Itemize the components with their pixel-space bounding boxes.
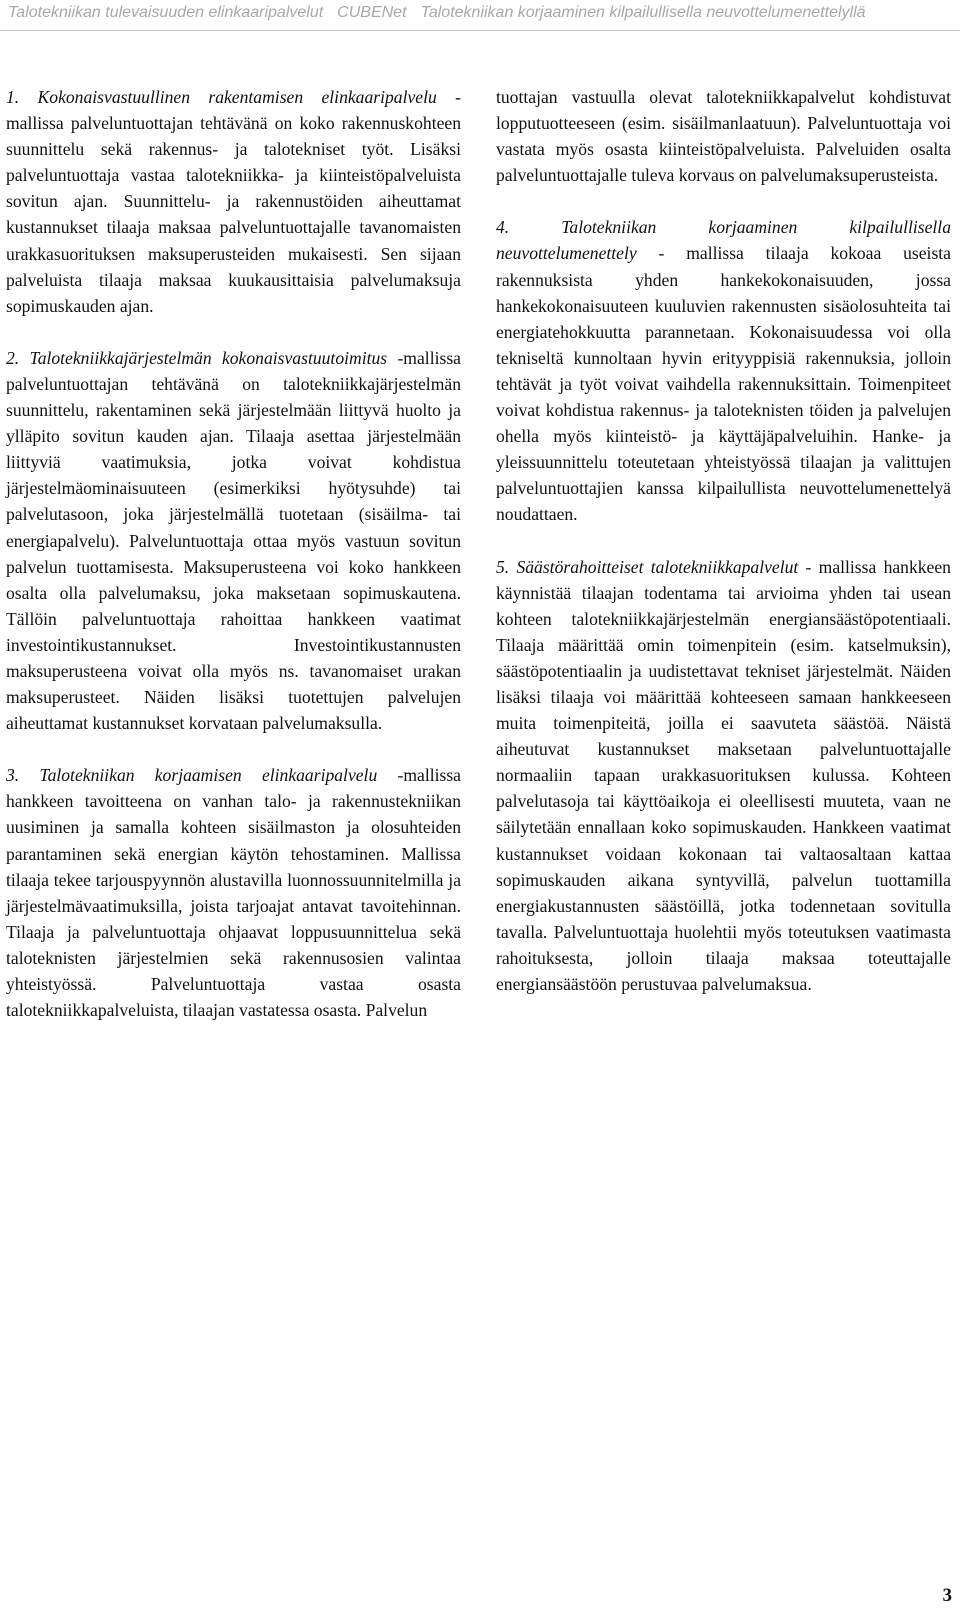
page-number: 3 [942,1585,952,1606]
header-item-topic: Talotekniikan korjaaminen kilpailullisella neuvottelumenettelyllä [420,4,866,21]
section-3-continued [496,84,951,188]
section-1 [6,84,461,319]
running-header [8,0,958,30]
section-5-paragraph [496,554,951,998]
section-2-text: -mallissa palveluntuottajan tehtävänä on talotekniikkajärjestelmän suunnittelu, rakentaminen sekä järjestelmään liittyvä huolto ja ylläpito sovitun kauden ajan. Tilaaja asettaa järjestelmään liittyviä vaatimuksia, jotka voivat kohdistua järjestelmäominaisuuteen (esimerkiksi hyötysuhde) tai palvelutasoon, joka järjestelmällä tuotetaan (sisäilma- tai energiapalvelu). Palveluntuottaja ottaa myös vastuun sovitun palvelun tuottamisesta. Maksuperusteena voi koko hankkeen osalta olla palvelumaksu, joka maksetaan sopimuskautena. Tällöin palveluntuottaja rahoittaa hankkeen vaatimat investointikustannukset. Investointikustannusten maksuperusteena voivat olla myös ns. tavanomaiset urakan maksuperusteet. Näiden lisäksi tuotettujen palvelujen aiheuttamat kustannukset korvataan palvelumaksulla. [6,347,461,734]
section-5 [496,554,951,998]
section-1-paragraph [6,84,461,319]
header-divider [0,30,960,31]
left-column [6,84,461,1049]
section-3-paragraph [6,762,461,1023]
section-4-title: 4. Talotekniikan korjaaminen kilpailullisella neuvottelumenettely [496,217,951,264]
section-2-paragraph [6,345,461,736]
section-4-paragraph [496,214,951,527]
section-5-title: 5. Säästörahoitteiset talotekniikkapalvelut [496,556,799,577]
section-2-title: 2. Talotekniikkajärjestelmän kokonaisvastuutoimitus [6,347,388,368]
section-4-text: - mallissa tilaaja kokoaa useista rakennuksista yhden hankekokonaisuuden, jossa hankekokonaisuuteen kuuluvien rakennusten sisäolosuhteita tai energiatehokkuutta parannetaan. Kokonaisuudessa voi olla tekniseltä kunnoltaan hyvin erityyppisiä rakennuksia, jolloin tehtävät ja työt voivat vaihdella rakennuksittain. Toimenpiteet voivat kohdistua rakennus- ja taloteknisten töiden ja palvelujen ohella myös kiinteistö- ja käyttäjäpalveluihin. Hanke- ja yleissuunnittelu toteutetaan yhteistyössä tilaajan ja valittujen palveluntuottajien kanssa kilpailullista neuvottelumenettelyä noudattaen. [496,243,951,525]
header-item-project: Talotekniikan tulevaisuuden elinkaaripalvelut [8,4,324,21]
section-3-title: 3. Talotekniikan korjaamisen elinkaaripalvelu [6,765,378,786]
header-item-cubenet: CUBENet [337,4,407,21]
section-2 [6,345,461,736]
section-3-text: -mallissa hankkeen tavoitteena on vanhan talo- ja rakennustekniikan uusiminen ja samalla kohteen sisäilmaston ja olosuhteiden parantaminen sekä energian käytön tehostaminen. Mallissa tilaaja tekee tarjouspyynnön alustavilla luonnossuunnitelmilla ja järjestelmävaatimuksilla, joista tarjoajat antavat tavoitehinnan. Tilaaja ja palveluntuottaja ohjaavat loppusuunnittelua sekä taloteknisten järjestelmien sekä rakennusosien valintaa yhteistyössä. Palveluntuottaja vastaa osasta talotekniikkapalveluista, tilaajan vastatessa osasta. Palvelun [6,765,461,1021]
right-column [496,84,951,1023]
section-4 [496,214,951,527]
section-3 [6,762,461,1023]
section-3-continued-text: tuottajan vastuulla olevat talotekniikkapalvelut kohdistuvat lopputuotteeseen (esim. sisäilmanlaatuun). Palveluntuottaja voi vastata myös osasta kiinteistöpalveluista. Palveluiden osalta palveluntuottajalle tuleva korvaus on palvelumaksuperusteista. [496,87,951,186]
section-1-title: 1. Kokonaisvastuullinen rakentamisen elinkaaripalvelu [6,87,437,107]
section-1-text: -mallissa palveluntuottajan tehtävänä on koko rakennuskohteen suunnittelu sekä rakennus- ja talotekniset työt. Lisäksi palveluntuottaja vastaa talotekniikka- ja kiinteistöpalveluista sovitun ajan. Suunnittelu- ja rakennustöiden aiheuttamat kustannukset tilaaja maksaa palveluntuottajalle tavanomaisten urakkasuorituksen maksuperusteiden mukaisesti. Sen sijaan palveluista tilaaja maksaa kuukausittaisia palvelumaksuja sopimuskauden ajan. [6,87,461,316]
section-5-text: - mallissa hankkeen käynnistää tilaajan todentama tai arvioima yhden tai usean kohteen talotekniikkajärjestelmän energiansäästöpotentiaali. Tilaaja määrittää omin toimenpitein (esim. katselmuksin), säästöpotentiaalin ja uudistettavat tekniset järjestelmät. Näiden lisäksi tilaaja voi määrittää kohteeseen samaan hankkeeseen muita toimenpiteitä, joilla ei saavuteta säästöä. Näistä aiheutuvat kustannukset maksetaan palveluntuottajalle normaaliin tapaan urakkasuorituksen kulussa. Kohteen palvelutasoja tai käyttöaikoja ei oleellisesti muuteta, vaan ne säilytetään ennallaan koko sopimuskauden. Hankkeen vaatimat kustannukset voidaan kokonaan tai valtaosaltaan kattaa sopimuskauden aikana syntyvillä, palvelun tuottamilla energiakustannusten säästöillä, jotka todennetaan sovitulla tavalla. Palveluntuottaja huolehtii myös toteutuksen vaatimasta rahoituksesta, jolloin tilaaja maksaa toteuttajalle energiansäästöön perustuvaa palvelumaksua. [496,556,951,994]
